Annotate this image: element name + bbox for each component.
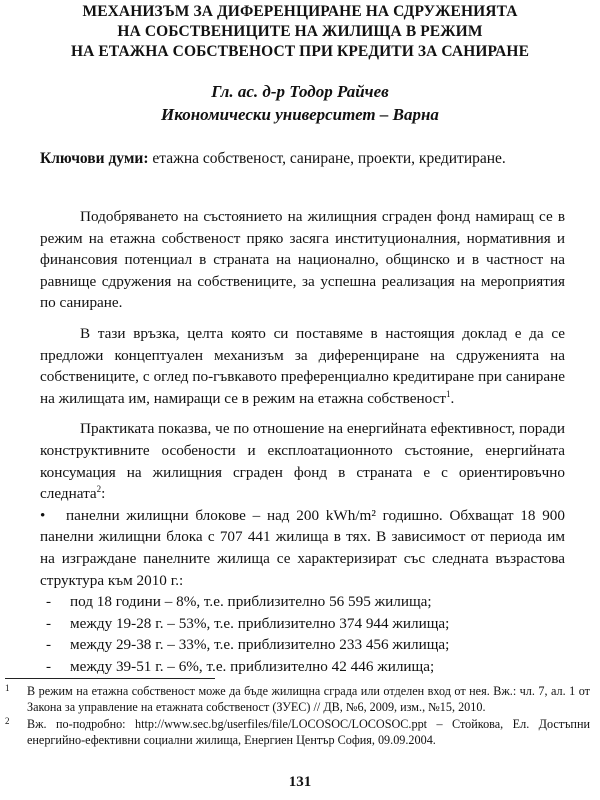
dash-icon: - [46,614,52,632]
footnote-number: 1 [5,683,10,693]
list-item [40,656,565,678]
bullet-icon: • [40,506,46,524]
list-item-text: между 39-51 г. – 6%, т.е. приблизително 42 446 жилища; [70,657,435,675]
paragraph-1: Подобряването на състоянието на жилищния сграден фонд намиращ се в режим на етажна собственост пряко засяга институционалния, нормативния и финансовия потенциал в страната на национално, общинско и в частност на равнище сдружения на собствениците, за успешна реализация на мероприятия по саниране. [40,208,565,312]
keywords-text: етажна собственост, саниране, проекти, кредитиране. [148,150,506,167]
paragraph-2 [40,323,565,409]
list-item-text: между 29-38 г. – 33%, т.е. приблизително 233 456 жилища; [70,636,450,654]
paragraph-2-text: В тази връзка, целта която си поставяме в настоящия доклад е да се предложи концептуален механизъм за диференциране на сдруженията на собствениците, с оглед по-гъвкавото преференциално кредитиране при саниране на жилищата им, намиращи се в режим на етажна собственост [40,324,565,407]
title-line-1: МЕХАНИЗЪМ ЗА ДИФЕРЕНЦИРАНЕ НА СДРУЖЕНИЯТА [82,3,518,20]
bullet-text: панелни жилищни блокове – над 200 kWh/m² годишно. Обхващат 18 900 панелни жилищни блока с 707 441 жилища в тях. В зависимост от периода им на изграждане панелните жилища се характеризират със следната възрастова структура към 2010 г.: [40,506,565,589]
paragraph-3-text: Практиката показва, че по отношение на енергийната ефективност, поради конструктивните особености и експлоатационното състояние, енергийната консумация на жилищния сграден фонд в страната е с ориентировъчно следната [40,420,565,503]
author-block [0,80,600,126]
footnote-number: 2 [5,716,10,726]
list-item-text: под 18 години – 8%, т.е. приблизително 56 595 жилища; [70,593,432,611]
title-line-2: НА СОБСТВЕНИЦИТЕ НА ЖИЛИЩА В РЕЖИМ [117,23,483,40]
dash-icon: - [46,593,52,611]
paper-title [0,2,600,62]
footnote-ref-1[interactable]: 1 [445,388,451,399]
footnote-text: В режим на етажна собственост може да бъде жилищна сграда или отделен вход от нея. Вж.: чл. 7, ал. 1 от Закона за управление на етажната собственост (ЗУЕС) // ДВ, №6, 2009, изм., №15, 2010. [27,684,590,714]
dash-icon: - [46,636,52,654]
list-item-text: между 19-28 г. – 53%, т.е. приблизително 374 944 жилища; [70,614,450,632]
keywords [40,148,560,170]
keywords-label: Ключови думи: [40,150,149,167]
paragraph-2-end: . [450,389,455,407]
dash-icon: - [46,657,52,675]
bullet-item [40,505,565,591]
list-item [40,613,565,635]
page-number: 131 [288,774,312,790]
list-item [40,591,565,613]
footnote-1 [5,684,590,715]
paragraph-3-end: : [101,485,106,503]
footnote-text: Вж. по-подробно: http://www.sec.bg/userfiles/file/LOCOSOC/LOCOSOC.ppt – Стойкова, Ел. Достъпни енергийно-ефективни социални жилища, Енергиен Център София, 09.09.2004. [27,717,590,747]
footnote-divider [5,678,215,679]
body-text [40,206,565,677]
paragraph-3 [40,418,565,504]
list-item [40,634,565,656]
footnote-ref-2[interactable]: 2 [96,484,102,495]
footnote-2 [5,717,590,748]
author-affiliation: Икономически университет – Варна [161,105,439,124]
author-name: Гл. ас. д-р Тодор Райчев [211,82,389,101]
title-line-3: НА ЕТАЖНА СОБСТВЕНОСТ ПРИ КРЕДИТИ ЗА САНИРАНЕ [70,43,530,60]
footnotes [5,684,590,750]
